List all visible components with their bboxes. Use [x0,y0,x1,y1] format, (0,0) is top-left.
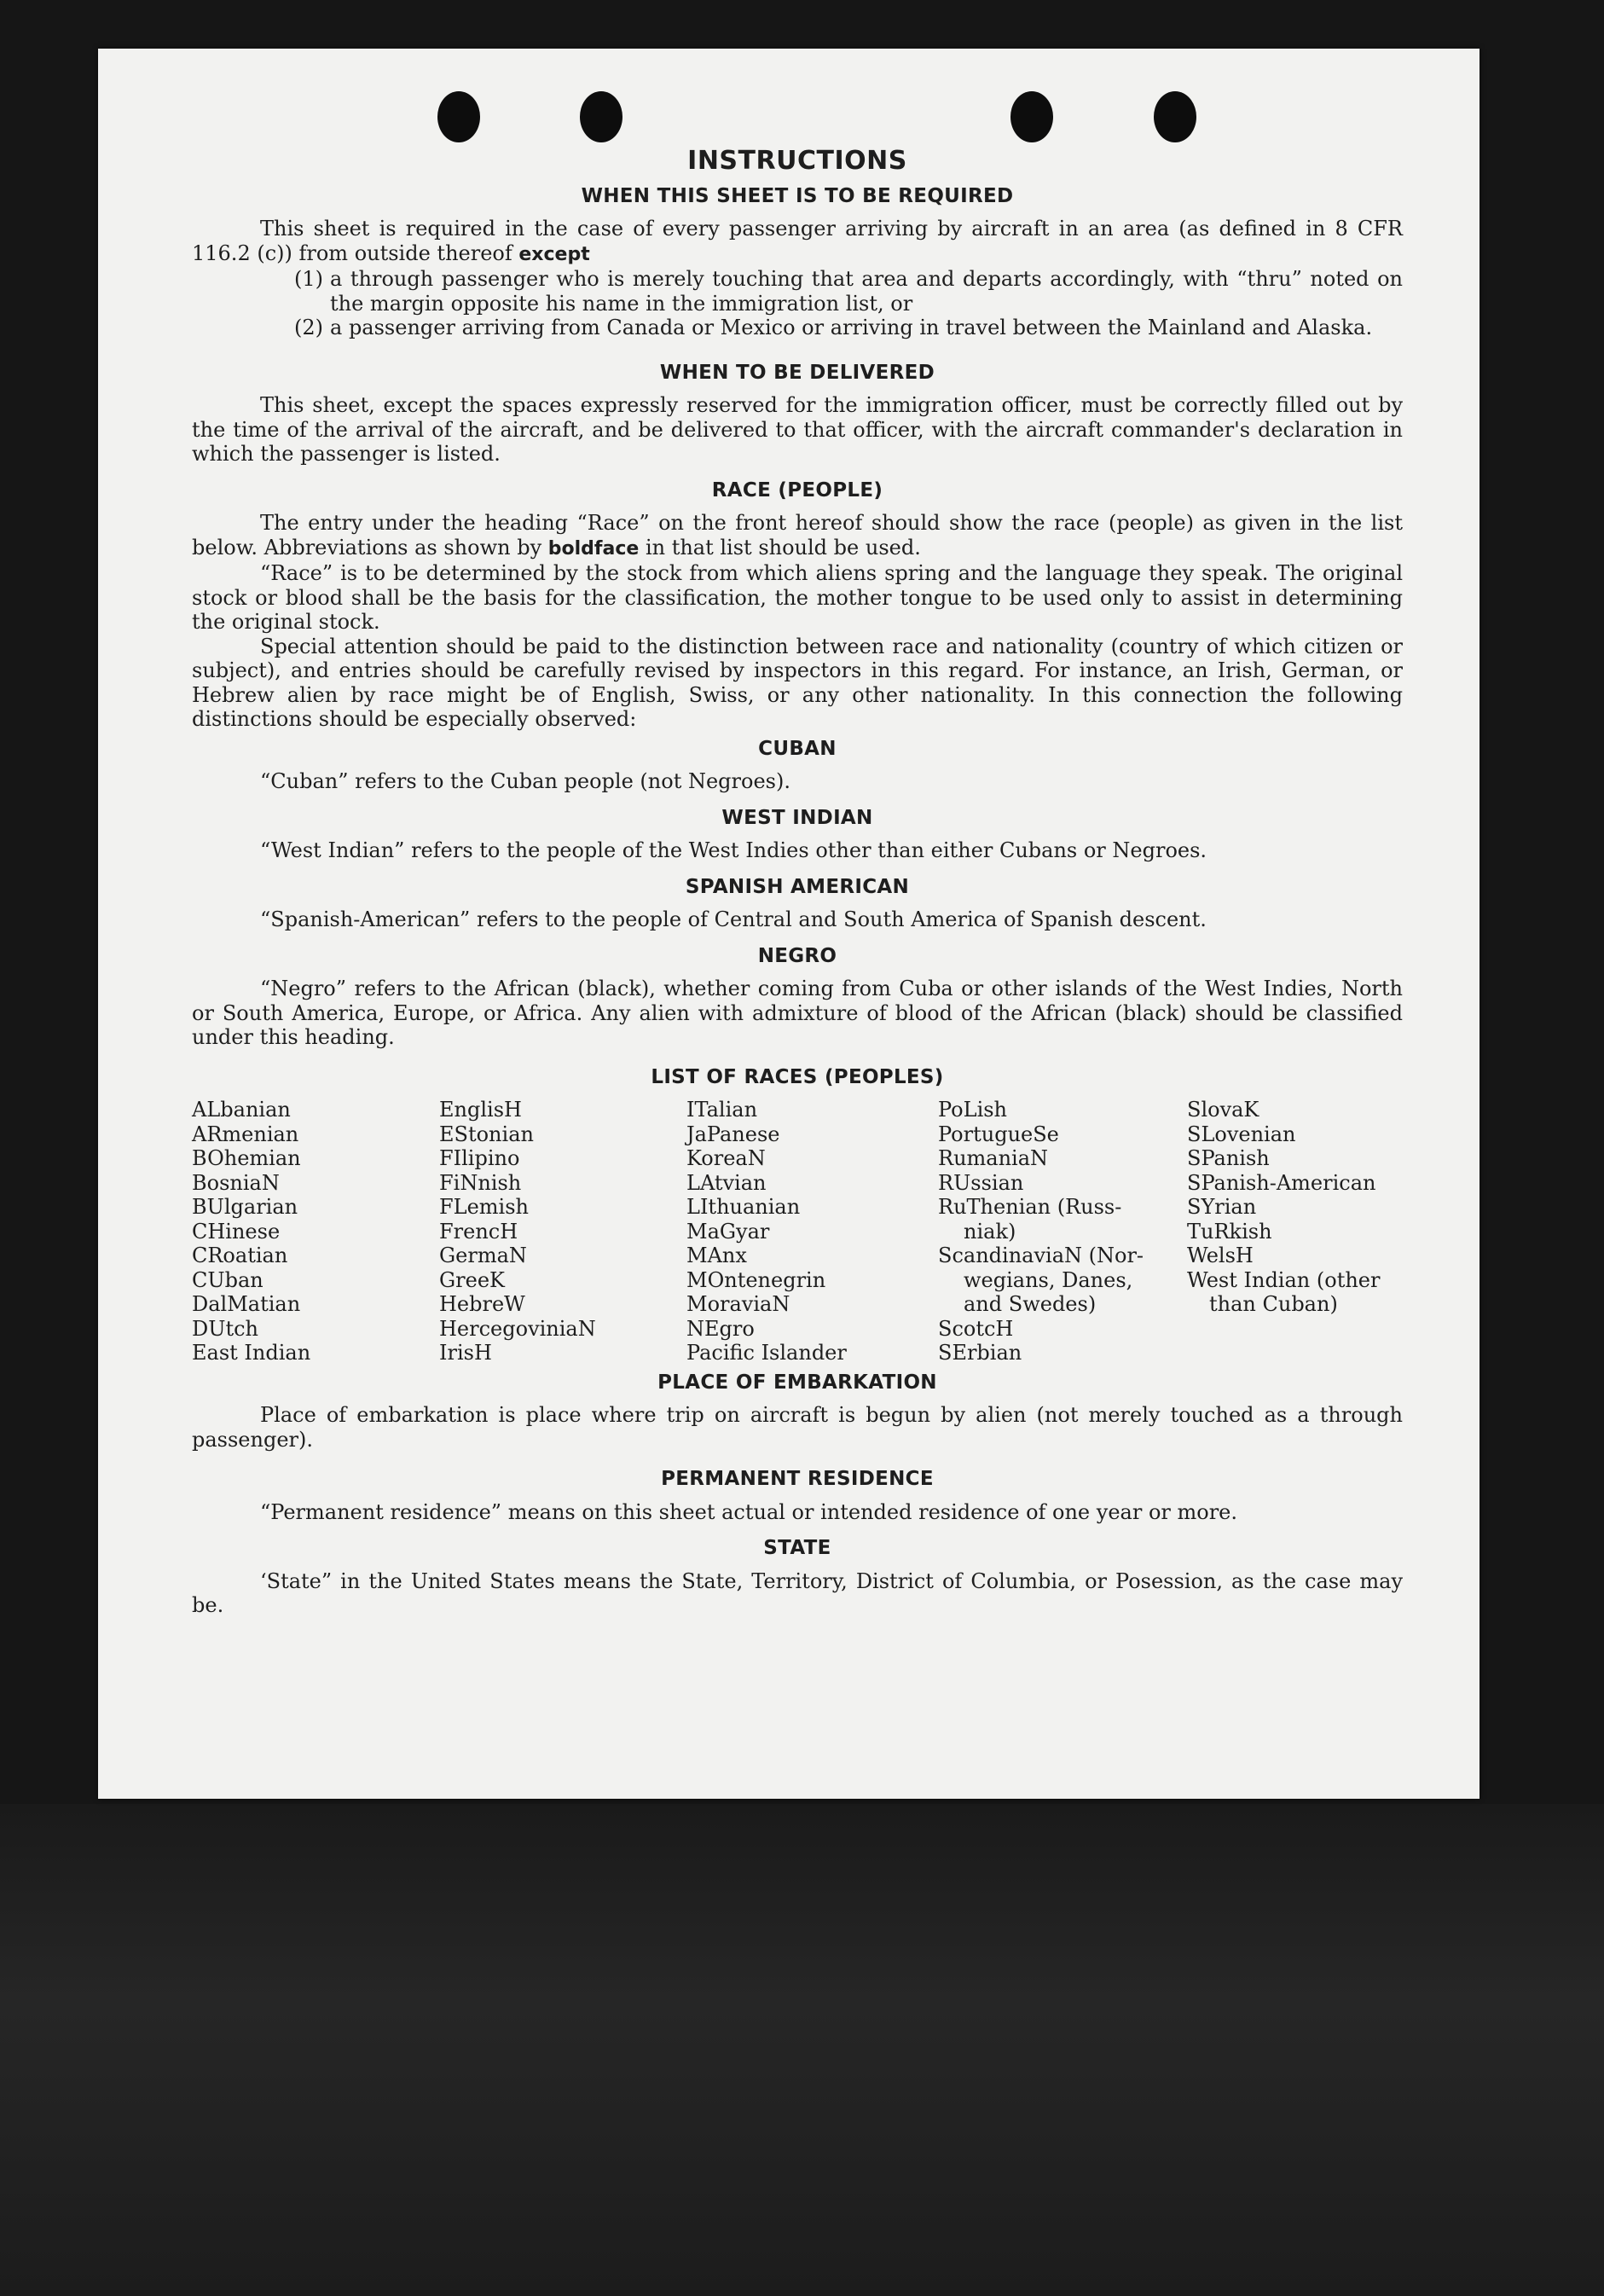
cuban-text: “Cuban” refers to the Cuban people (not Negroes). [260,769,790,793]
race-item: West Indian (other [1187,1267,1381,1292]
punch-hole [1154,91,1196,142]
races-column [686,1098,938,1365]
race-item: WelsH [1187,1244,1254,1267]
race-item: ALbanian [192,1098,291,1122]
race-item: ARmenian [192,1122,299,1146]
race-item: EStonian [439,1122,534,1146]
heading-list-of-races: LIST OF RACES (PEOPLES) [651,1065,944,1088]
race-item: DUtch [192,1316,259,1341]
race-item: RumaniaN [938,1146,1049,1170]
page-title: INSTRUCTIONS [687,146,907,176]
race-item: NEgro [686,1316,755,1341]
race-item: SErbian [938,1341,1022,1365]
spanish-american-text: “Spanish-American” refers to the people of Central and South America of Spanish descent. [260,907,1207,931]
race-item: GreeK [439,1267,505,1292]
race-item: PortugueSe [938,1122,1059,1146]
races-column [938,1098,1187,1365]
race-item: RuThenian (Russ- [938,1195,1122,1219]
heading-required: WHEN THIS SHEET IS TO BE REQUIRED [581,184,1014,207]
list-item: (1) a through passenger who is merely touching that area and departs accordingly, with “thru” noted on the margin opposite his name in the immigration list, or [294,267,1403,316]
except-text: except [518,243,590,265]
race-item: JaPanese [686,1122,780,1146]
race-item: CRoatian [192,1244,288,1267]
heading-west-indian: WEST INDIAN [721,806,873,829]
west-indian-text: “West Indian” refers to the people of the West Indies other than either Cubans or Negroes. [260,838,1207,862]
race-item: BosniaN [192,1170,280,1195]
race-paragraph-2: “Race” is to be determined by the stock from which aliens spring and the language they speak. The original stock or blood shall be the basis for the classification, the mother tongue to be used only to assist in determining the original stock. [192,561,1403,634]
race-item: MOntenegrin [686,1267,826,1292]
race-item: MaGyar [686,1219,770,1244]
race-item: TuRkish [1187,1219,1272,1244]
heading-embarkation: PLACE OF EMBARKATION [657,1371,937,1394]
race-item: HebreW [439,1292,525,1316]
races-column [192,1098,439,1365]
race-paragraph-1: The entry under the heading “Race” on the front hereof should show the race (people) as given in the list below. Abbreviations as shown by boldface in that list should be used. [192,511,1403,560]
heading-negro: NEGRO [757,944,837,967]
race-item: PoLish [938,1098,1008,1122]
race-item: IrisH [439,1341,492,1365]
races-column [439,1098,686,1365]
race-item: FLemish [439,1195,529,1219]
races-table [192,1098,1403,1365]
race-item: SlovaK [1187,1098,1259,1122]
state-text: ‘State” in the United States means the State, Territory, District of Columbia, or Posession, as the case may be. [192,1568,1403,1617]
heading-cuban: CUBAN [758,737,837,760]
embarkation-text: Place of embarkation is place where trip on aircraft is begun by alien (not merely touched as a through passenger). [192,1403,1403,1452]
race-item: RUssian [938,1170,1024,1195]
residence-text: “Permanent residence” means on this sheet actual or intended residence of one year or more. [260,1499,1237,1524]
heading-state: STATE [763,1537,831,1559]
heading-spanish-american: SPANISH AMERICAN [685,875,910,898]
race-item: DalMatian [192,1292,301,1316]
required-intro: This sheet is required in the case of every passenger arriving by aircraft in an area (as defined in 8 CFR 116.2 (c)) from outside thereof except [192,217,1403,265]
race-item: KoreaN [686,1146,766,1170]
race-item: Pacific Islander [686,1341,847,1365]
race-paragraph-3: Special attention should be paid to the distinction between race and nationality (country of which citizen or subject), and entries should be carefully revised by inspectors in this regard. For instance, an Irish, German, or Hebrew alien by race might be of English, Swiss, or any other nationality. In this connection the following distinctions should be especially observed: [192,634,1403,731]
races-column [1187,1098,1403,1365]
race-item: MAnx [686,1244,747,1267]
race-item: LAtvian [686,1170,767,1195]
heading-delivered: WHEN TO BE DELIVERED [659,361,935,384]
punch-hole [437,91,480,142]
heading-permanent-residence: PERMANENT RESIDENCE [661,1468,934,1490]
race-item: FrencH [439,1219,518,1244]
race-item: SPanish [1187,1146,1270,1170]
race-item: wegians, Danes, [964,1267,1133,1292]
race-item: LIthuanian [686,1195,801,1219]
race-item: BOhemian [192,1146,301,1170]
race-item: than Cuban) [1209,1292,1338,1316]
race-item: CHinese [192,1219,281,1244]
race-item: niak) [964,1219,1016,1244]
race-item: EnglisH [439,1098,522,1122]
race-item: CUban [192,1267,263,1292]
race-item: BUlgarian [192,1195,298,1219]
race-item: ScotcH [938,1316,1014,1341]
heading-race: RACE (PEOPLE) [711,478,883,502]
race-item: and Swedes) [964,1292,1097,1316]
race-item: ScandinaviaN (Nor- [938,1244,1144,1267]
punch-hole [1010,91,1053,142]
background-surface [0,1804,1604,2296]
race-item: ITalian [686,1098,758,1122]
race-item: SLovenian [1187,1122,1296,1146]
race-item: SYrian [1187,1195,1257,1219]
race-item: HercegoviniaN [439,1316,596,1341]
punch-hole [580,91,622,142]
race-item: FIlipino [439,1146,520,1170]
instructions-content [192,146,1403,1618]
race-item: East Indian [192,1341,311,1365]
delivered-text: This sheet, except the spaces expressly reserved for the immigration officer, must be correctly filled out by the time of the arrival of the aircraft, and be delivered to that officer, with the aircraft commander's declaration in which the passenger is listed. [192,393,1403,466]
negro-text: “Negro” refers to the African (black), whether coming from Cuba or other islands of the West Indies, North or South America, Europe, or Africa. Any alien with admixture of blood of the African (black) should be classified under this heading. [192,977,1403,1049]
race-item: SPanish-American [1187,1170,1376,1195]
race-item: MoraviaN [686,1292,790,1316]
race-item: GermaN [439,1244,527,1267]
document-page [98,49,1480,1799]
race-item: FiNnish [439,1170,522,1195]
list-item: (2) a passenger arriving from Canada or Mexico or arriving in travel between the Mainland and Alaska. [294,316,1373,339]
